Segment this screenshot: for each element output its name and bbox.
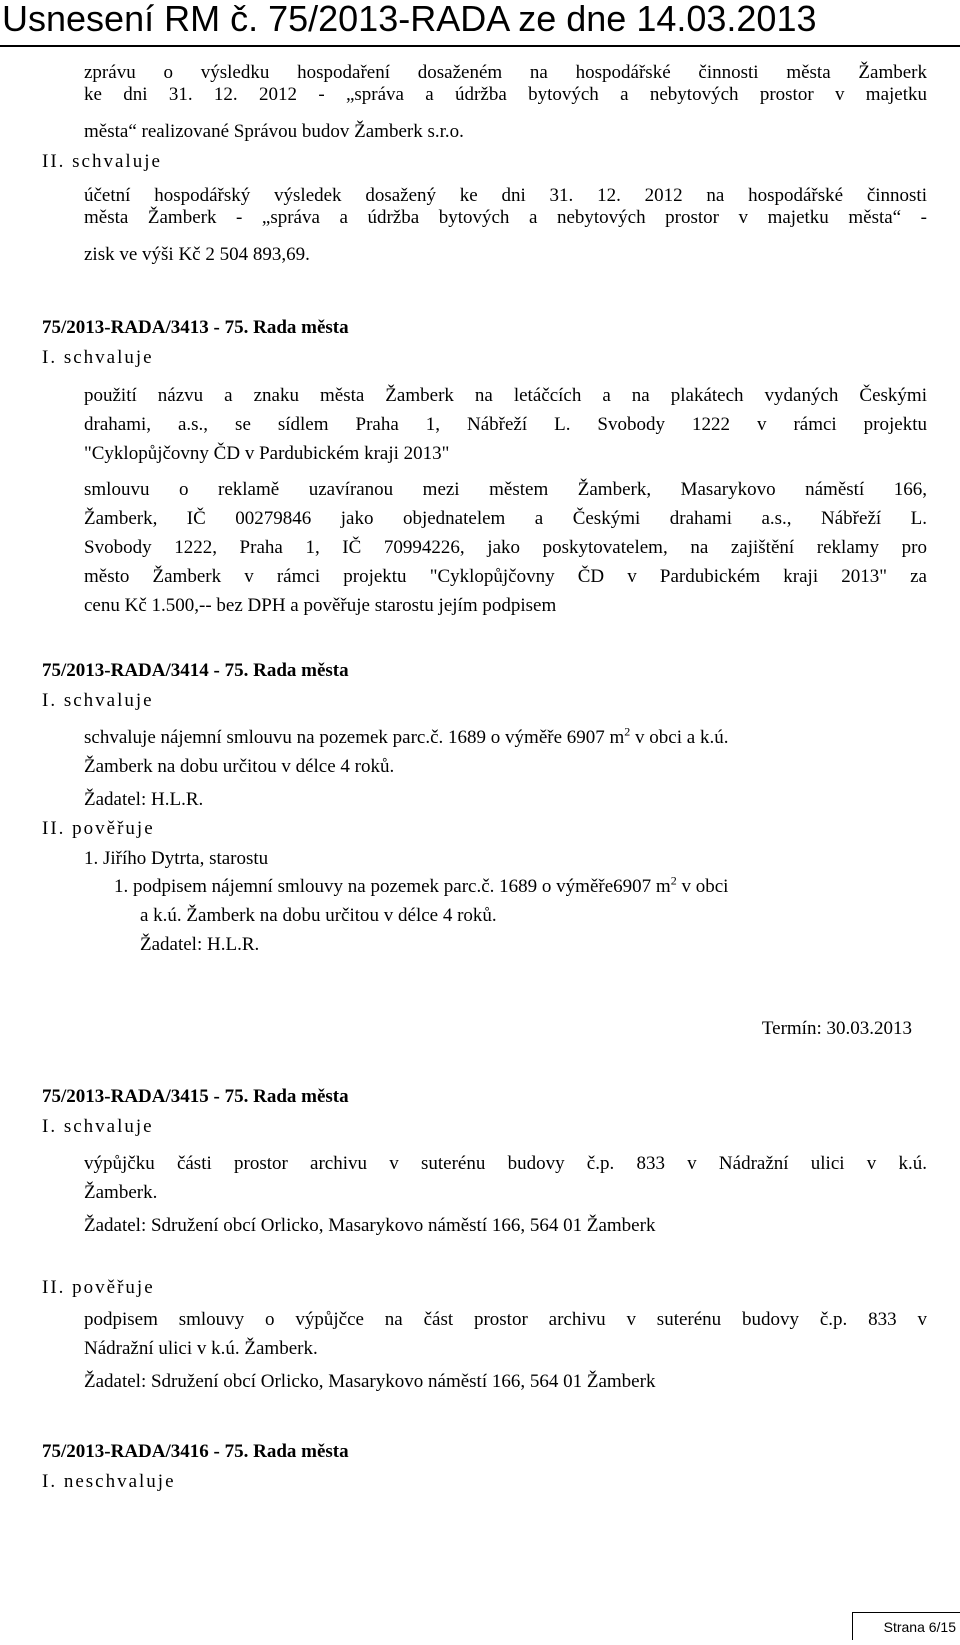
text-line: cenu Kč 1.500,-- bez DPH a pověřuje starostu jejím podpisem [84,595,557,616]
text-line: 1. Jiřího Dytrta, starostu [84,848,269,869]
text-line: zprávu o výsledku hospodaření dosaženém na hospodářské činnosti města Žamberk [84,62,927,83]
text-line: ke dni 31. 12. 2012 - „správa a údržba bytových a nebytových prostor v majetku [84,84,927,105]
superscript: 2 [624,724,631,739]
intro-paragraph [84,62,927,106]
resolution-heading: 75/2013-RADA/3415 - 75. Rada města [42,1086,349,1107]
text-line: Svobody 1222, Praha 1, IČ 70994226, jako poskytovatelem, na zajištění reklamy pro [84,537,927,558]
resolution-heading: 75/2013-RADA/3413 - 75. Rada města [42,317,349,338]
text-line: použití názvu a znaku města Žamberk na letáčcích a na plakátech vydaných Českými [84,385,927,406]
section-label: I. neschvaluje [42,1471,176,1492]
resolution-heading: 75/2013-RADA/3414 - 75. Rada města [42,660,349,681]
resolution-paragraph [84,1153,927,1175]
section-label: I. schvaluje [42,347,154,368]
text-fragment: schvaluje nájemní smlouvu na pozemek parc.č. 1689 o výměře 6907 m [84,727,625,748]
section-label: II. pověřuje [42,818,155,839]
section-label: II. pověřuje [42,1277,155,1298]
text-line: město Žamberk v rámci projektu "Cyklopůjčovny ČD v Pardubickém kraji 2013" za [84,566,927,587]
page-footer [852,1612,960,1640]
section-label: II. schvaluje [42,151,162,172]
text-line: města“ realizované Správou budov Žamberk s.r.o. [84,121,464,142]
text-line: zisk ve výši Kč 2 504 893,69. [84,244,310,265]
deadline: Termín: 30.03.2013 [761,1018,912,1039]
applicant: Žadatel: H.L.R. [140,934,260,955]
resolution-paragraph [84,385,927,436]
text-line: "Cyklopůjčovny ČD v Pardubickém kraji 2013" [84,443,450,464]
text-fragment: v obci [676,876,729,897]
section-label: I. schvaluje [42,1116,154,1137]
text-line: Žamberk na dobu určitou v délce 4 roků. [84,756,395,777]
page-title: Usnesení RM č. 75/2013-RADA ze dne 14.03.2013 [2,0,817,39]
resolution-heading: 75/2013-RADA/3416 - 75. Rada města [42,1441,349,1462]
text-line [114,873,729,898]
text-fragment: 1. podpisem nájemní smlouvy na pozemek parc.č. 1689 o výměře6907 m [114,876,671,897]
text-line: a k.ú. Žamberk na dobu určitou v délce 4 roků. [140,905,497,926]
resolution-paragraph [84,479,927,588]
page-header [0,0,960,48]
applicant: Žadatel: H.L.R. [84,789,204,810]
text-line: Žamberk, IČ 00279846 jako objednatelem a Českými drahami a.s., Nábřeží L. [84,508,927,529]
text-line: Žamberk. [84,1182,158,1203]
text-line: města Žamberk - „správa a údržba bytových a nebytových prostor v majetku města“ - [84,207,927,228]
text-line: podpisem smlouvy o výpůjčce na část prostor archivu v suterénu budovy č.p. 833 v [84,1309,927,1330]
header-divider [0,45,960,47]
text-line: Nádražní ulici v k.ú. Žamberk. [84,1338,318,1359]
text-line: účetní hospodářský výsledek dosažený ke dni 31. 12. 2012 na hospodářské činnosti [84,185,927,206]
text-line [84,724,729,749]
resolution-paragraph [84,1309,927,1331]
applicant: Žadatel: Sdružení obcí Orlicko, Masarykovo náměstí 166, 564 01 Žamberk [84,1215,656,1236]
text-line: výpůjčku části prostor archivu v suterénu budovy č.p. 833 v Nádražní ulici v k.ú. [84,1153,927,1174]
section-label: I. schvaluje [42,690,154,711]
text-fragment: v obci a k.ú. [630,727,729,748]
text-line: drahami, a.s., se sídlem Praha 1, Nábřeží L. Svobody 1222 v rámci projektu [84,414,927,435]
superscript: 2 [670,873,677,888]
intro-result-paragraph [84,185,927,229]
page-number: Strana 6/15 [883,1619,956,1635]
text-line: smlouvu o reklamě uzavíranou mezi městem Žamberk, Masarykovo náměstí 166, [84,479,927,500]
applicant: Žadatel: Sdružení obcí Orlicko, Masarykovo náměstí 166, 564 01 Žamberk [84,1371,656,1392]
